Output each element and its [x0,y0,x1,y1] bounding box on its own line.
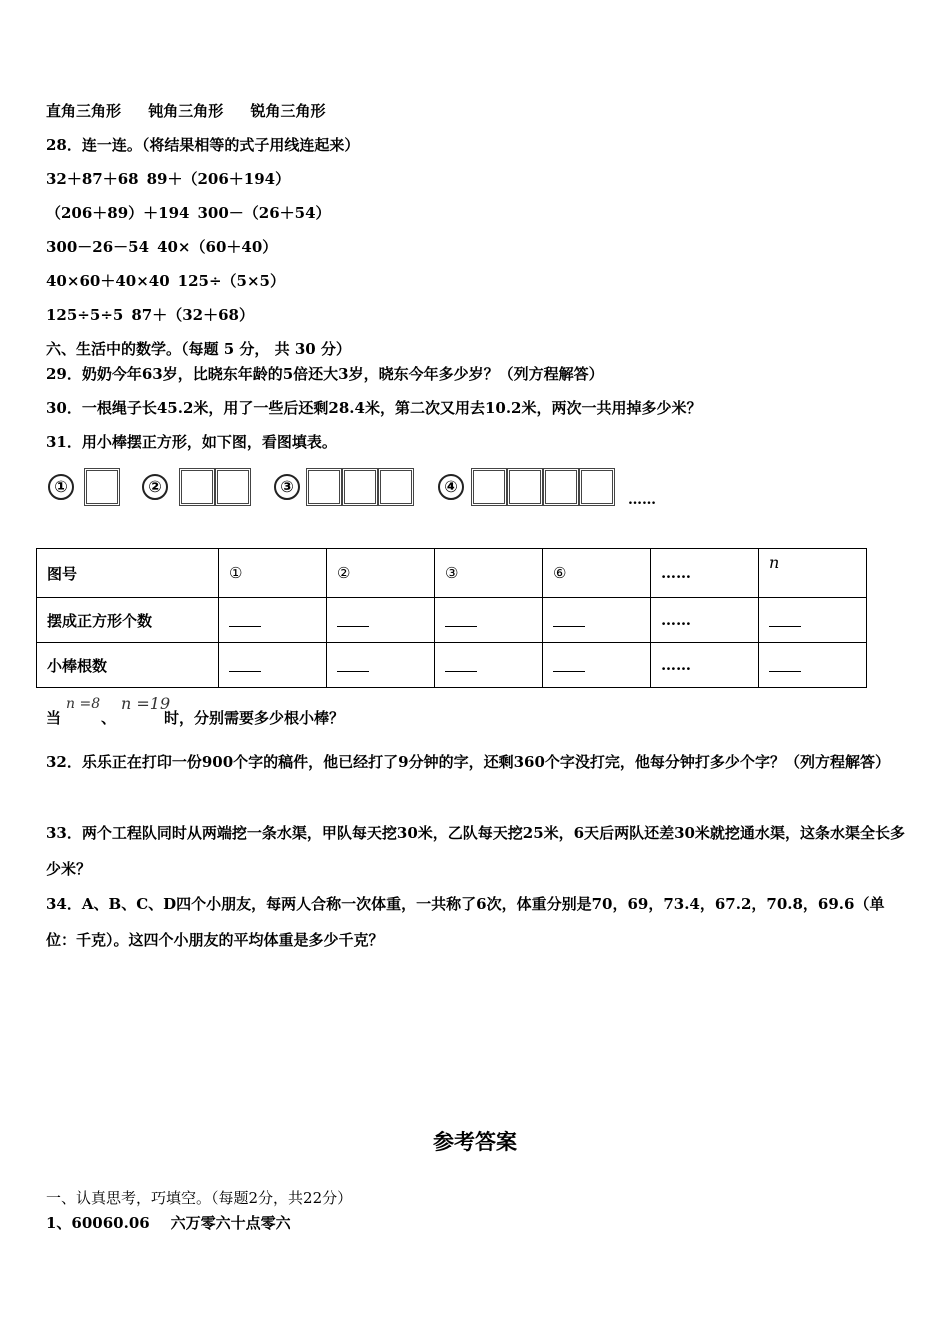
q28-prompt: 28．连一连。（将结果相等的式子用线连起来） [46,136,360,154]
figure-label-1: ① [48,474,74,500]
table-cell: …… [651,643,759,688]
q28-left-expr: 300－26－54 [46,238,150,256]
table-cell [435,598,543,643]
n-value-1: n =8 [66,696,101,712]
answer-blank[interactable] [337,610,369,627]
answer-blank[interactable] [337,655,369,672]
answer-blank[interactable] [769,655,801,672]
table-cell [219,598,327,643]
q28-right-expr: 125÷（5×5） [177,272,285,290]
table-cell: 摆成正方形个数 [37,598,219,643]
section-6-heading: 六、生活中的数学。（每题 5 分， 共 30 分） [46,340,351,358]
matchstick-figure [46,462,666,514]
q31-follow-up [46,708,344,728]
answer-blank[interactable] [445,655,477,672]
follow-up-prefix: 当 [46,709,62,727]
stick-square [179,468,215,506]
table-cell: ⑥ [543,549,651,598]
stick-square [579,468,615,506]
stick-square [543,468,579,506]
figure-label-3: ③ [274,474,300,500]
q28-pair [46,305,254,325]
table-cell [219,643,327,688]
table-cell [543,598,651,643]
q28-left-expr: 40×60＋40×40 [46,272,170,290]
table-cell: 小棒根数 [37,643,219,688]
table-row [37,643,867,688]
q28-right-expr: 40×（60＋40） [157,238,278,256]
answer-blank[interactable] [229,610,261,627]
q28-left-expr: （206＋89）＋194 [46,204,190,222]
fill-in-table [36,548,867,688]
table-cell: ② [327,549,435,598]
table-cell [759,643,867,688]
answer-key-title: 参考答案 [433,1130,517,1154]
q31-prompt: 31．用小棒摆正方形，如下图，看图填表。 [46,433,337,451]
option-right-triangle: 直角三角形 [46,102,122,120]
table-cell [327,598,435,643]
table-row [37,598,867,643]
stick-square [306,468,342,506]
q28-right-expr: 87＋（32＋68） [131,306,254,324]
stick-square [378,468,414,506]
q28-left-expr: 32＋87＋68 [46,170,139,188]
q28-right-expr: 89＋（206＋194） [146,170,291,188]
table-cell [435,643,543,688]
q28-pair [46,237,277,257]
follow-up-suffix: 时，分别需要多少根小棒？ [164,709,345,727]
q28-right-expr: 300－（26＋54） [197,204,331,222]
answer-blank[interactable] [769,610,801,627]
stick-square [215,468,251,506]
table-cell: …… [651,598,759,643]
table-cell: ③ [435,549,543,598]
q32-text: 32．乐乐正在打印一份900个字的稿件，他已经打了9分钟的字，还剩360个字没打完，他每分钟打多少个字？（列方程解答） [46,753,890,771]
stick-square [84,468,120,506]
figure-label-2: ② [142,474,168,500]
n-value-2: n =19 [121,694,171,713]
q28-pair [46,271,285,291]
answer-blank[interactable] [445,610,477,627]
table-row [37,549,867,598]
stick-square [471,468,507,506]
answer-blank[interactable] [229,655,261,672]
answer-blank[interactable] [553,610,585,627]
table-cell: …… [651,549,759,598]
follow-up-sep: 、 [101,709,117,727]
q33-text: 33．两个工程队同时从两端挖一条水渠，甲队每天挖30米，乙队每天挖25米，6天后两队还差30米就挖通水渠，这条水渠全长多少米？ [46,824,905,878]
answer-blank[interactable] [553,655,585,672]
stick-square [342,468,378,506]
table-cell [759,598,867,643]
table-cell [327,643,435,688]
q29-text: 29．奶奶今年63岁，比晓东年龄的5倍还大3岁，晓东今年多少岁？（列方程解答） [46,365,604,383]
q30-text: 30．一根绳子长45.2米，用了一些后还剩28.4米，第二次又用去10.2米，两次一共用掉多少米？ [46,399,702,417]
stick-square [507,468,543,506]
figure-label-4: ④ [438,474,464,500]
q28-pair [46,203,331,223]
answer-section-1: 一、认真思考，巧填空。（每题2分，共22分） [46,1189,353,1207]
table-cell [543,643,651,688]
n-variable: n [769,553,780,572]
q28-left-expr: 125÷5÷5 [46,306,124,324]
q28-pair [46,169,290,189]
figure-ellipsis: …… [628,492,656,508]
table-cell: ① [219,549,327,598]
option-obtuse-triangle: 钝角三角形 [148,102,224,120]
triangle-options [46,101,348,121]
table-cell: 图号 [37,549,219,598]
q34-text: 34．A、B、C、D四个小朋友，每两人合称一次体重，一共称了6次，体重分别是70，69，73.4，67.2，70.8，69.6（单位：千克）。这四个小朋友的平均体重是多少千克？ [46,895,885,949]
option-acute-triangle: 锐角三角形 [250,102,326,120]
answer-1: 1、60060.06 六万零六十点零六 [46,1214,291,1232]
table-cell [759,549,867,598]
